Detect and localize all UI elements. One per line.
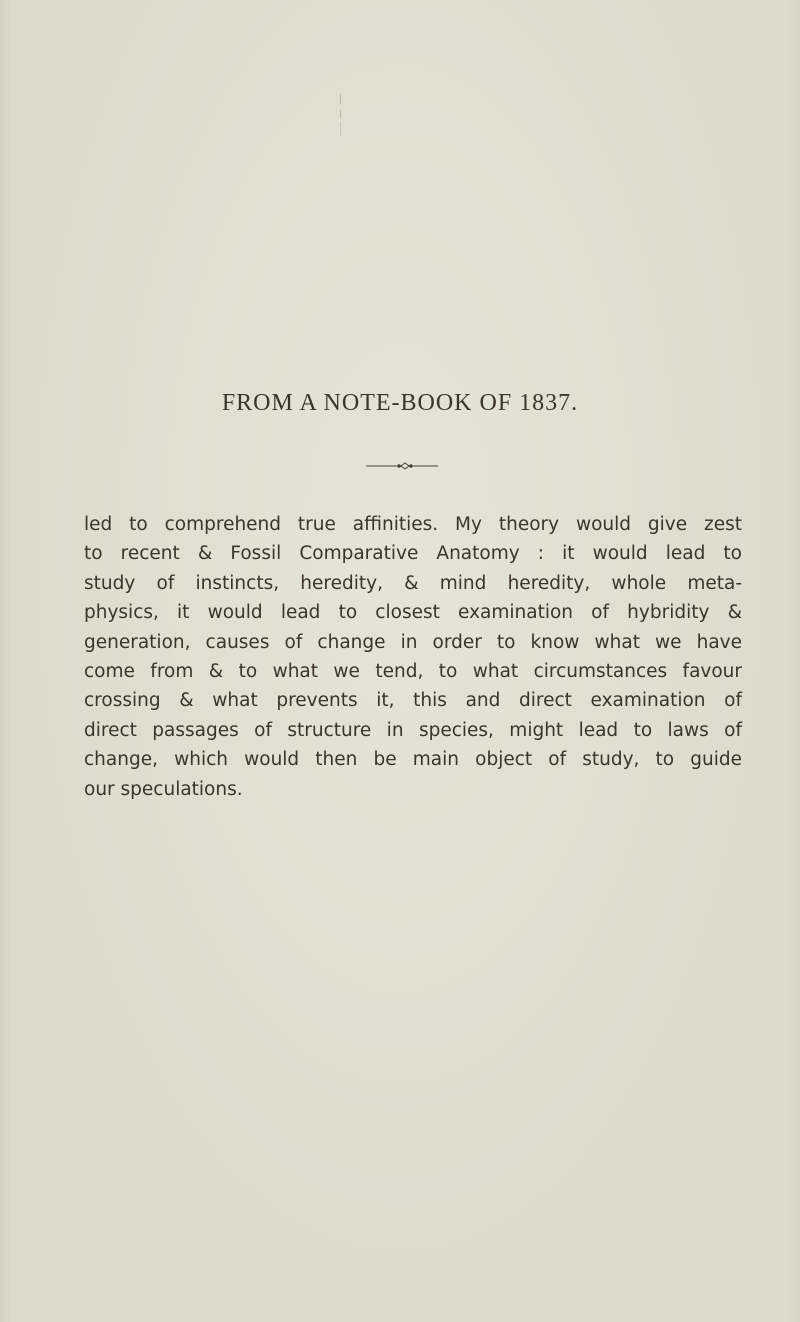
text-line: our speculations. (84, 778, 243, 800)
text-line: come from & to what we tend, to what circumstances favour (84, 661, 742, 683)
text-line: crossing & what prevents it, this and direct examination of (84, 690, 742, 712)
text-line: direct passages of structure in species, might lead to laws of (84, 719, 742, 741)
text-line: to recent & Fossil Comparative Anatomy : it would lead to (84, 543, 742, 565)
text-line: led to comprehend true affinities. My theory would give zest (84, 514, 742, 535)
text-line: change, which would then be main object of study, to guide (84, 749, 742, 771)
ornament-rule-icon (366, 462, 438, 470)
text-line: physics, it would lead to closest examination of hybridity & (84, 602, 742, 624)
body-paragraph (84, 510, 742, 804)
text-line: study of instincts, heredity, & mind heredity, whole meta- (84, 572, 742, 594)
text-line: generation, causes of change in order to know what we have (84, 631, 742, 653)
paper-marks (338, 94, 344, 144)
page-header: FROM A NOTE-BOOK OF 1837. (221, 390, 579, 416)
